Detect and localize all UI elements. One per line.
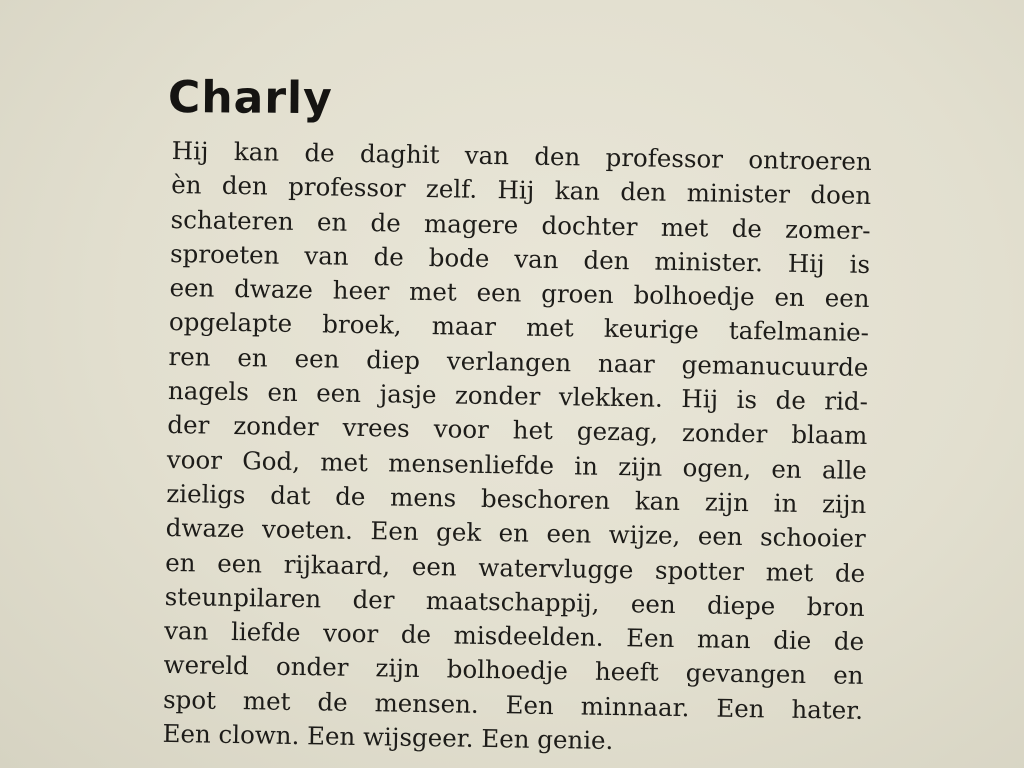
text-line-last: Een clown. Een wijsgeer. Een genie. <box>162 718 614 756</box>
text-line: sproeten van de bode van den minister. Hij is <box>169 238 871 279</box>
text-line: spot met de mensen. Een minnaar. Een hater. <box>162 684 864 725</box>
text-line: èn den professor zelf. Hij kan den minister doen <box>170 170 872 211</box>
text-line: opgelapte broek, maar met keurige tafelmanie- <box>168 307 870 348</box>
text-line: ren en een diep verlangen naar gemanucuurde <box>168 341 869 382</box>
text-line: en een rijkaard, een watervlugge spotter met de <box>165 547 866 588</box>
text-line: nagels en een jasje zonder vlekken. Hij is de rid- <box>167 376 869 417</box>
text-line: Hij kan de daghit van den professor ontroeren <box>171 135 872 176</box>
text-line: een dwaze heer met een groen bolhoedje en een <box>169 273 870 314</box>
page-title: Charly <box>167 72 333 125</box>
text-line: dwaze voeten. Een gek en een wijze, een schooier <box>165 513 866 554</box>
text-line: zieligs dat de mens beschoren kan zijn in zijn <box>166 478 867 519</box>
text-line: schateren en de magere dochter met de zomer- <box>170 204 871 245</box>
text-line: der zonder vrees voor het gezag, zonder blaam <box>167 410 868 451</box>
text-line: wereld onder zijn bolhoedje heeft gevangen en <box>163 650 864 691</box>
text-line: van liefde voor de misdeelden. Een man die de <box>163 616 865 657</box>
text-line: steunpilaren der maatschappij, een diepe bron <box>164 581 865 622</box>
body-paragraph <box>162 134 872 762</box>
text-line: voor God, met mensenliefde in zijn ogen, en alle <box>166 444 868 485</box>
